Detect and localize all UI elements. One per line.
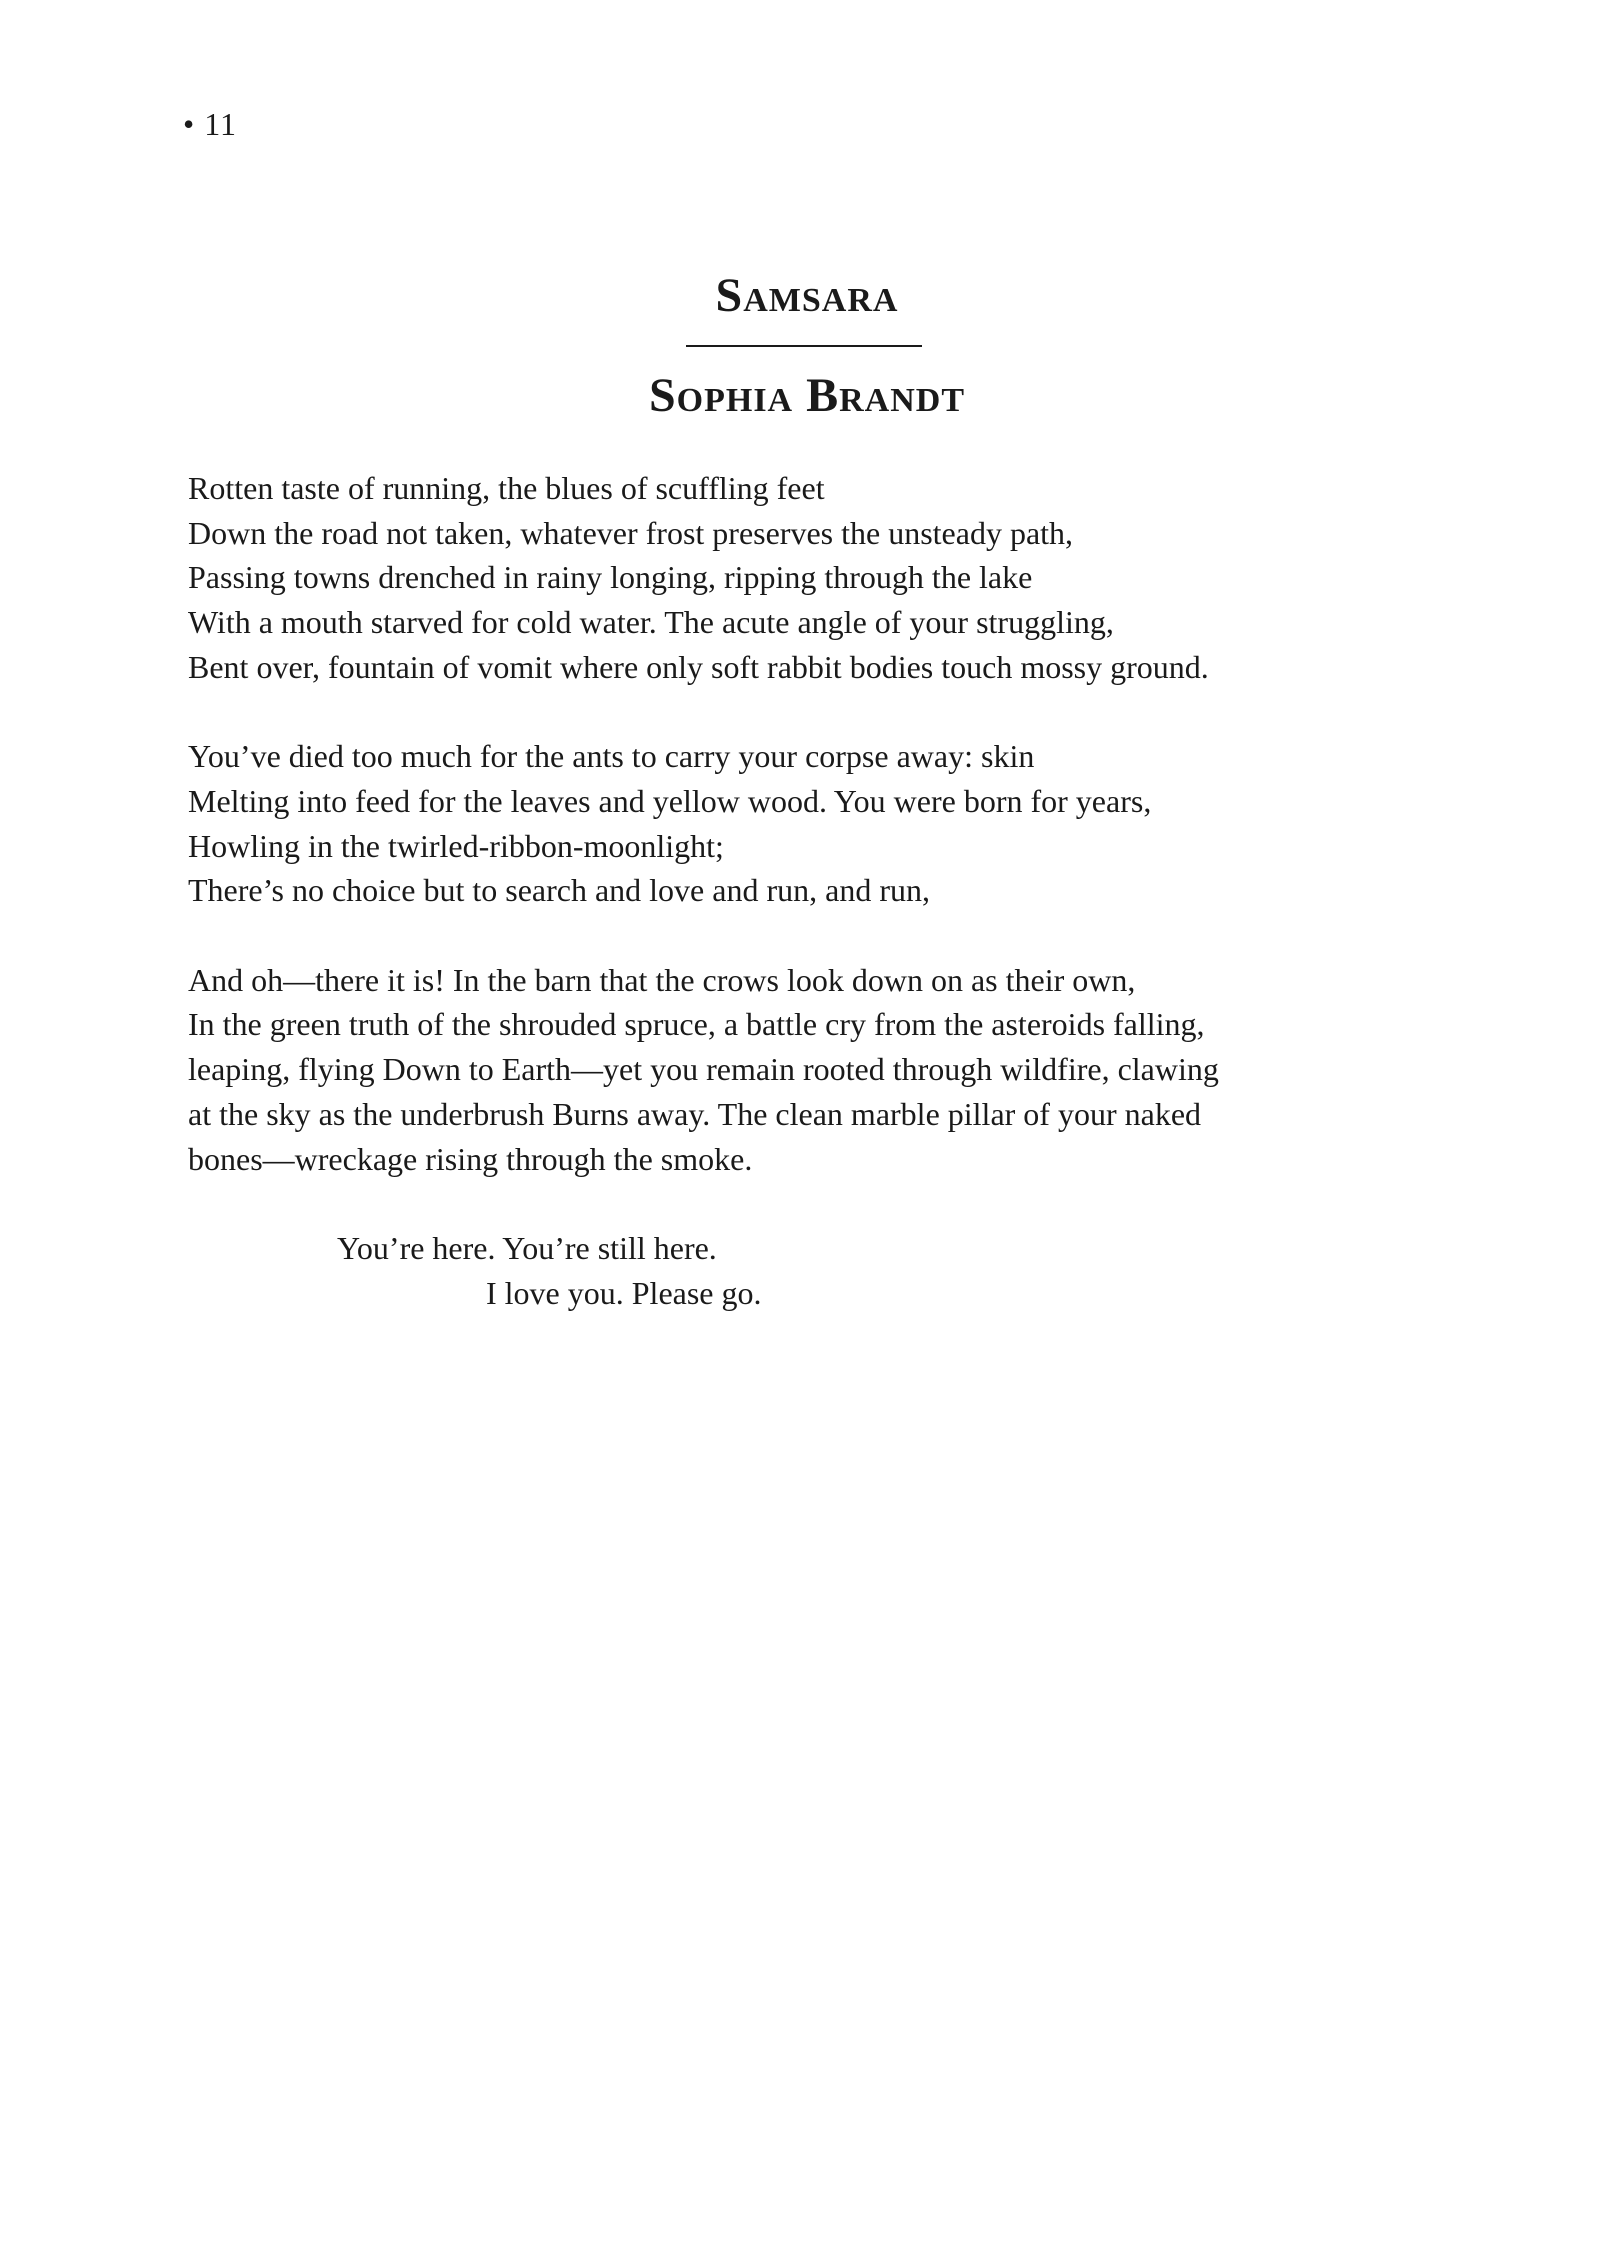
poem-line: bones—wreckage rising through the smoke. (188, 1140, 753, 1177)
poem-line: Passing towns drenched in rainy longing, ripping through the lake (188, 559, 1033, 596)
stanza-3 (188, 958, 1448, 1182)
poem-line: Down the road not taken, whatever frost preserves the unsteady path, (188, 514, 1074, 551)
page-number: • 11 (183, 106, 238, 142)
stanza-1 (188, 466, 1448, 690)
poem-line: With a mouth starved for cold water. The acute angle of your struggling, (188, 604, 1114, 641)
poem-line: Rotten taste of running, the blues of scuffling feet (188, 470, 825, 506)
poem-title: Samsara (715, 269, 899, 322)
stanza-2 (188, 734, 1448, 913)
poem-author: Sophia Brandt (648, 369, 966, 422)
poem-line: And oh—there it is! In the barn that the crows look down on as their own, (188, 961, 1136, 998)
poem-line: I love you. Please go. (486, 1274, 762, 1311)
stanza-4 (188, 1226, 1448, 1315)
poem-line: leaping, flying Down to Earth—yet you remain rooted through wildfire, clawing (188, 1051, 1219, 1088)
poem-body (188, 466, 1448, 1360)
title-divider (686, 345, 922, 347)
poem-line: You’ve died too much for the ants to carry your corpse away: skin (188, 738, 1035, 775)
poem-line: You’re here. You’re still here. (337, 1229, 717, 1266)
poem-line: There’s no choice but to search and love and run, and run, (188, 872, 930, 909)
poem-line: Bent over, fountain of vomit where only soft rabbit bodies touch mossy ground. (188, 648, 1209, 685)
poem-line: at the sky as the underbrush Burns away. The clean marble pillar of your naked (188, 1095, 1202, 1132)
poem-line: In the green truth of the shrouded spruce, a battle cry from the asteroids falling, (188, 1006, 1205, 1043)
poem-line: Howling in the twirled-ribbon-moonlight; (188, 827, 724, 864)
poem-line: Melting into feed for the leaves and yellow wood. You were born for years, (188, 782, 1152, 819)
